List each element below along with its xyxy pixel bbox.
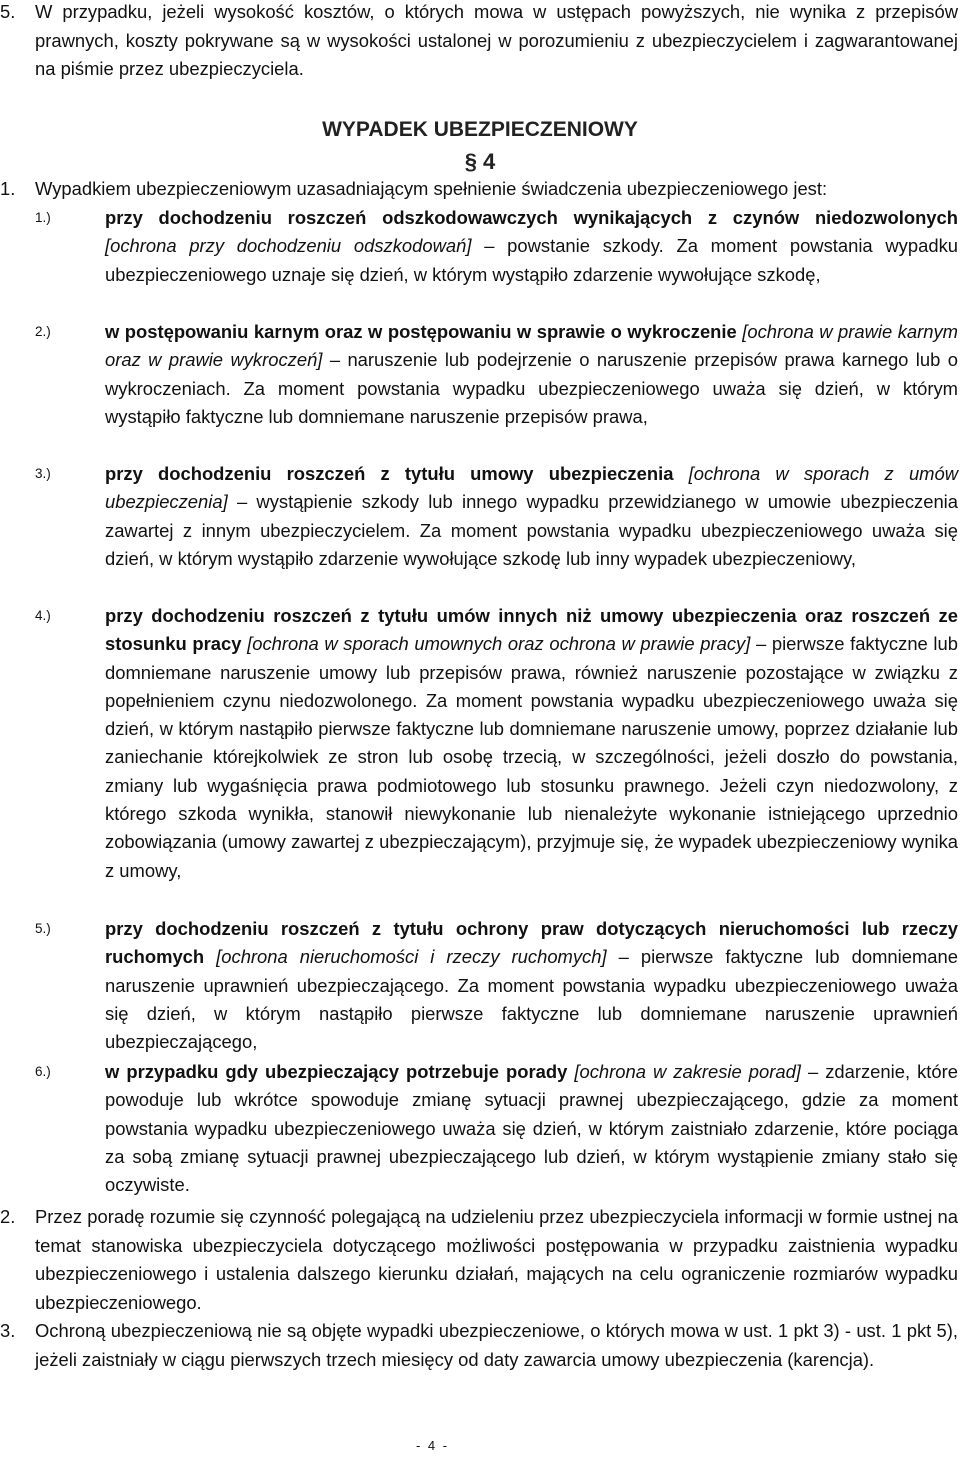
list-item-number: 1.) — [35, 210, 51, 225]
paragraph-number: 3. — [0, 1320, 16, 1341]
list-item-bold: przy dochodzeniu roszczeń z tytułu umów innych niż umowy ubezpieczenia oraz roszczeń ze stosunku pracy — [105, 605, 958, 655]
paragraph-text: Przez poradę rozumie się czynność polegającą na udzieleniu przez ubezpieczyciela informacji w formie ustnej na temat stanowiska ubezpieczyciela dotyczącego możliwości postępowania w przypadku zaistnienia wypadku ubezpieczeniowego i ustalenia dalszego kierunku działań, mających na celu ograniczenie rozmiarów wypadku ubezpieczeniowego. — [35, 1206, 958, 1313]
list-item-number: 4.) — [35, 608, 51, 623]
list-item-number: 5.) — [35, 921, 51, 936]
paragraph-text: Ochroną ubezpieczeniową nie są objęte wypadki ubezpieczeniowe, o których mowa w ust. 1 pkt 3) - ust. 1 pkt 5), jeżeli zaistniały w ciągu pierwszych trzech miesięcy od daty zawarcia umowy ubezpieczenia (karencja). — [35, 1320, 958, 1370]
list-item-bold: przy dochodzeniu roszczeń z tytułu ochrony praw dotyczących nieruchomości lub rzeczy ruchomych — [105, 918, 958, 968]
list-item — [35, 602, 958, 885]
list-item — [35, 318, 958, 431]
list-item-bold: w postępowaniu karnym oraz w postępowaniu w sprawie o wykroczenie — [105, 321, 737, 342]
paragraph-number: 1. — [0, 178, 16, 199]
list-item-italic: [ochrona w zakresie porad] — [574, 1061, 801, 1082]
list-item-text: – pierwsze faktyczne lub domniemane naruszenie umowy lub przepisów prawa, również naruszenie pozostające w związku z popełnieniem czynu niedozwolonego. Za moment powstania wypadku ubezpieczeniowego uważa się dzień, w którym nastąpiło pierwsze faktyczne lub domniemane naruszenie umowy, poprzez działanie lub zaniechanie którejkolwiek ze stron lub osobę trzecią, w szczególności, jeżeli doszło do powstania, zmiany lub wygaśnięcia prawa podmiotowego lub stosunku prawnego. Jeżeli czyn niedozwolony, z którego szkoda wynikła, stanowił niewykonanie lub nienależyte wykonanie istniejącego uprzednio zobowiązania (umowy zawartej z ubezpieczającym), przyjmuje się, że wypadek ubezpieczeniowy wynika z umowy, — [105, 633, 958, 881]
section-paragraph-mark: § 4 — [464, 149, 496, 174]
paragraph-number: 5. — [0, 1, 16, 22]
paragraph-5 — [0, 0, 958, 84]
list-item-number: 2.) — [35, 324, 51, 339]
paragraph-text: Wypadkiem ubezpieczeniowym uzasadniającym spełnienie świadczenia ubezpieczeniowego jest: — [35, 178, 828, 199]
list-item-text: – pierwsze faktyczne lub domniemane naruszenie uprawnień ubezpieczającego. Za moment powstania wypadku ubezpieczeniowego uważa się dzień, w którym nastąpiło pierwsze faktyczne lub domniemane naruszenie uprawnień ubezpieczającego, — [105, 946, 958, 1053]
list-item-bold: przy dochodzeniu roszczeń z tytułu umowy ubezpieczenia — [105, 463, 674, 484]
paragraph-number: 2. — [0, 1206, 16, 1227]
list-item-text: – naruszenie lub podejrzenie o naruszenie przepisów prawa karnego lub o wykroczeniach. Za moment powstania wypadku ubezpieczeniowego uważa się dzień, w którym wystąpiło faktyczne lub domniemane naruszenie przepisów prawa, — [105, 349, 958, 427]
section-title: WYPADEK UBEZPIECZENIOWY — [322, 118, 638, 141]
list-item-italic: [ochrona w prawie karnym oraz w prawie wykroczeń] — [105, 321, 958, 371]
list-item-italic: [ochrona w sporach umownych oraz ochrona w prawie pracy] — [247, 633, 751, 655]
paragraph-2 — [0, 1203, 958, 1317]
list-item-text: – zdarzenie, które powoduje lub wkrótce spowoduje zmianę sytuacji prawnej ubezpieczającego, gdzie za moment powstania wypadku ubezpieczeniowego uważa się dzień, w którym zaistniało zdarzenie, które pociąga za sobą zmianę sytuacji prawnej ubezpieczającego lub dzień, w którym wystąpienie zmiany stało się oczywiste. — [105, 1061, 958, 1196]
list-item-italic: [ochrona przy dochodzeniu odszkodowań] — [105, 235, 472, 257]
list-item-italic: [ochrona w sporach z umów ubezpieczenia] — [105, 463, 959, 513]
list-item-number: 3.) — [35, 466, 51, 481]
list-item-bold: w przypadku gdy ubezpieczający potrzebuje porady — [105, 1061, 568, 1082]
list-item-bold: przy dochodzeniu roszczeń odszkodowawczych wynikających z czynów niedozwolonych — [105, 207, 958, 228]
list-item-text: – wystąpienie szkody lub innego wypadku przewidzianego w umowie ubezpieczenia zawartej z innym ubezpieczycielem. Za moment powstania wypadku ubezpieczeniowego uważa się dzień, w którym wystąpiło zdarzenie wywołujące szkodę lub inny wypadek ubezpieczeniowy, — [105, 491, 958, 569]
list-item-text: – powstanie szkody. Za moment powstania wypadku ubezpieczeniowego uznaje się dzień, w którym wystąpiło zdarzenie wywołujące szkodę, — [105, 235, 958, 285]
paragraph-3 — [0, 1317, 958, 1374]
paragraph-text: W przypadku, jeżeli wysokość kosztów, o których mowa w ustępach powyższych, nie wynika z przepisów prawnych, koszty pokrywane są w wysokości ustalonej w porozumieniu z ubezpieczycielem i zagwarantowanej na piśmie przez ubezpieczyciela. — [35, 1, 958, 79]
list-item — [35, 460, 958, 573]
paragraph-1 — [0, 175, 958, 204]
list-item — [35, 915, 958, 1056]
page-number: - 4 - — [415, 1438, 450, 1453]
list-item — [35, 1058, 958, 1199]
list-item-italic: [ochrona nieruchomości i rzeczy ruchomych] — [216, 946, 607, 968]
list-item — [35, 204, 958, 289]
list-item-number: 6.) — [35, 1064, 51, 1079]
